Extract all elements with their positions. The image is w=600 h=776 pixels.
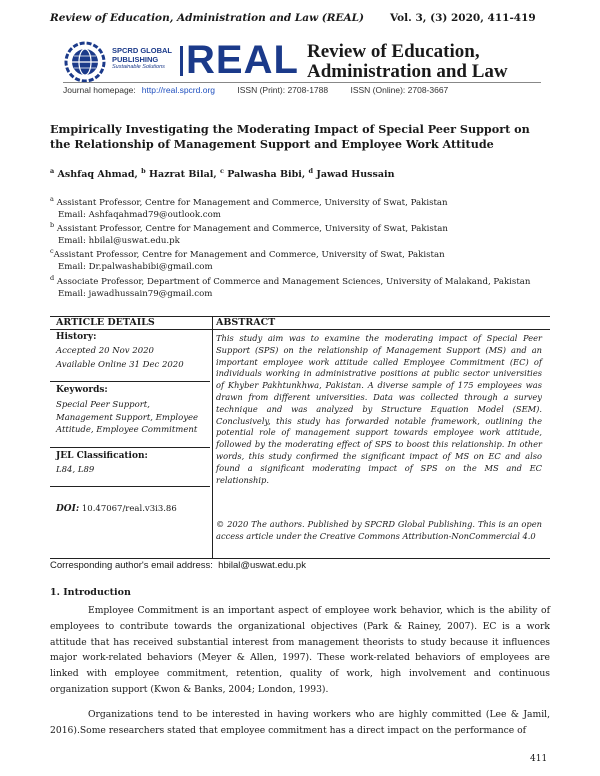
author-list: $^a$ Ashfaq Ahmad, $^b$ Hazrat Bilal, $^c$ Palwasha Bibi, $^d$ Jawad Hussain xyxy=(50,167,395,181)
history-block: History: Accepted 20 Nov 2020 Available Online 31 Dec 2020 xyxy=(56,332,184,370)
doi-value[interactable]: 10.47067/real.v3i3.86 xyxy=(81,504,177,514)
abstract-text: This study aim was to examine the moderating impact of Special Peer Support (SPS) on the relationship of Management Support (MS) and an important employee work attitude called Employee Commitment (EC) of individuals working in administrative positions at public sector universities of Khyber Pakhtunkhwa, Pakistan. A diverse sample of 175 employees was drawn from different universities. Data was collected through a survey technique and was analyzed by Structure Equation Model (SEM). Conclusively, this study has forwarded notable framework, outlining the potential role of management support towards employee work attitude, followed by the moderating effect of SPS to boost this relationship. In other words, this study confirmed the significant impact of MS on EC and also found a significant moderating impact of SPS on the MS and EC relationship. xyxy=(216,333,542,485)
article-details-heading: ARTICLE DETAILS xyxy=(56,317,155,328)
jel-block: JEL Classification: L84, L89 xyxy=(56,451,148,475)
journal-running-title: Review of Education, Administration and Law (REAL) xyxy=(50,12,364,24)
affiliation-d: $^d$ Associate Professor, Department of Commerce and Management Sciences, University of Malakand, Pakistan Email: jawadhussain79@gmail.com xyxy=(50,274,531,300)
homepage-label: Journal homepage: xyxy=(63,85,136,95)
intro-paragraph-2: Organizations tend to be interested in having workers who are highly committed (Lee & Jamil, 2016).Some researchers stated that employee commitment has a direct impact on the performance of xyxy=(50,709,550,736)
license-text: © 2020 The authors. Published by SPCRD Global Publishing. This is an open access article under the Creative Commons Attribution-NonCommercial 4.0 xyxy=(216,519,542,541)
volume-info: Vol. 3, (3) 2020, 411-419 xyxy=(390,12,536,24)
affiliation-c: $^c$Assistant Professor, Centre for Management and Commerce, University of Swat, Pakistan Email: Dr.palwashabibi@gmail.com xyxy=(50,247,445,273)
abstract-heading: ABSTRACT xyxy=(216,317,276,328)
journal-acronym: REAL xyxy=(186,38,299,82)
history-separator xyxy=(50,381,210,382)
table-bottom-rule xyxy=(50,558,550,559)
issn-print: ISSN (Print): 2708-1788 xyxy=(237,85,329,95)
table-column-divider xyxy=(212,316,213,558)
journal-info-line xyxy=(63,82,541,99)
page-number: 411 xyxy=(530,754,548,764)
publisher-name: SPCRD GLOBAL PUBLISHING xyxy=(112,46,172,64)
section-heading: 1. Introduction xyxy=(50,587,131,598)
paper-title: Empirically Investigating the Moderating Impact of Special Peer Support on the Relationship of Management Support and Employee Work Attitude xyxy=(50,122,530,151)
corresponding-email[interactable]: hbilal@uswat.edu.pk xyxy=(218,560,306,571)
affiliation-a: $^a$ Assistant Professor, Centre for Management and Commerce, University of Swat, Pakistan Email: Ashfaqahmad79@outlook.com xyxy=(50,195,448,221)
homepage-link[interactable]: http://real.spcrd.org xyxy=(141,85,216,95)
publisher-tagline: Sustainable Solutions xyxy=(112,64,165,70)
globe-logo-icon xyxy=(63,40,107,84)
doi-block: DOI: 10.47067/real.v3i3.86 xyxy=(56,504,177,514)
keywords-block: Keywords: Special Peer Support, Management Support, Employee Attitude, Employee Commitment xyxy=(56,385,199,435)
banner-divider xyxy=(180,46,183,76)
table-header-rule xyxy=(50,329,550,330)
intro-paragraph-1: Employee Commitment is an important aspect of employee work behavior, which is the ability of employees to contribute towards the organizational objectives (Park & Rainey, 2007). EC is a work attitude that has received substantial interest from management theorists to study because it influences major work-related behaviors (Meyer & Allen, 1997). These work-related behaviors of employees are linked with employee commitment, retention, quality of work, high involvement and continuous organization support (Kwon & Banks, 2004; London, 1993). xyxy=(50,605,550,695)
journal-full-name: Review of Education, Administration and Law xyxy=(307,41,508,82)
corresponding-author: Corresponding author's email address: hbilal@uswat.edu.pk xyxy=(50,560,306,571)
jel-separator xyxy=(50,486,210,487)
affiliation-b: $^b$ Assistant Professor, Centre for Management and Commerce, University of Swat, Pakistan Email: hbilal@uswat.edu.pk xyxy=(50,221,448,247)
issn-online: ISSN (Online): 2708-3667 xyxy=(350,85,449,95)
keywords-separator xyxy=(50,447,210,448)
